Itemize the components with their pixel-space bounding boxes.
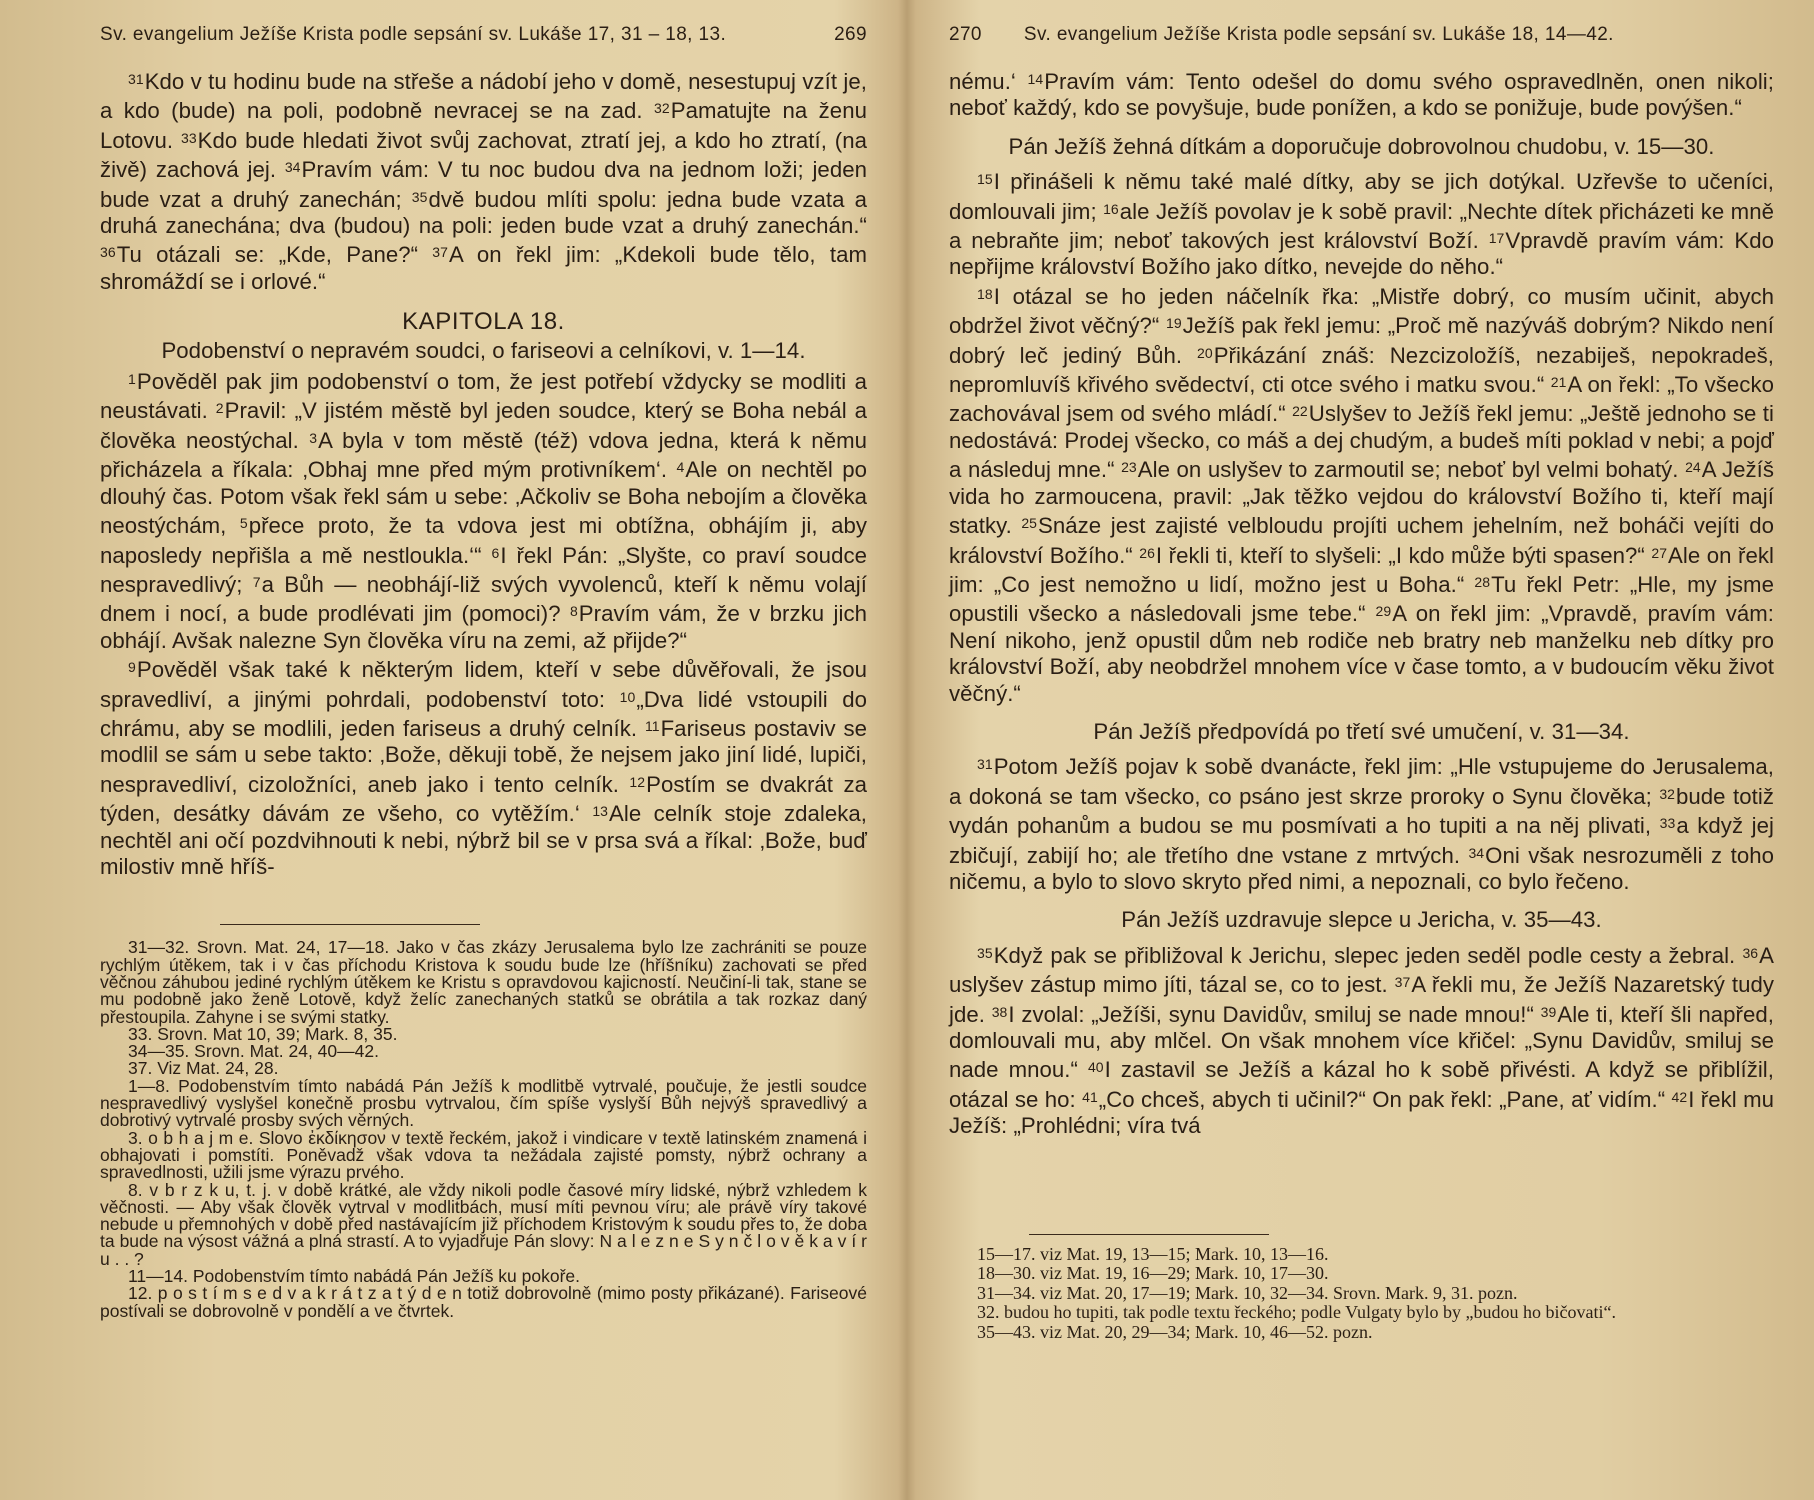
footnotes: [100, 939, 867, 1320]
footnote: 32. budou ho tupiti, tak podle textu řeckého; podle Vulgaty bylo by „budou ho bičovati“.: [977, 1302, 1616, 1323]
footnote: 31—32. Srovn. Mat. 24, 17—18. Jako v čas zkázy Jerusalema bylo lze zachrániti se pouze rychlým útěkem, tak i v čas příchodu Kristova k soudu bude lze (hříšníku) zachovati se před věčnou záhubou jediné rychlým útěkem ke Kristu s opravdovou kajicností. Neučiní-li tak, stane se mu podobně jako ženě Lotově, když želíc zanechaných statků se obrátila a tak rozkaz daný přestoupila. Zahyne i se svými statky.: [100, 937, 867, 1027]
running-title: Sv. evangelium Ježíše Krista podle sepsání sv. Lukáše 17, 31 – 18, 13.: [100, 24, 727, 45]
footnotes: [949, 1245, 1774, 1343]
verse-number: 1: [128, 371, 136, 388]
verse-paragraph: [949, 166, 1774, 281]
footnote: 34—35. Srovn. Mat. 24, 40—42.: [128, 1041, 379, 1062]
verse-number: 8: [569, 603, 578, 620]
verse-text: Tu otázali se: „Kde, Pane?“: [116, 242, 433, 268]
verses-17: [100, 66, 867, 295]
verse-paragraph: [949, 940, 1774, 1140]
verse-number: 22: [1292, 403, 1308, 420]
verse-number: 16: [1103, 200, 1119, 217]
verse-number: 13: [592, 803, 608, 820]
verse-number: 28: [1474, 573, 1491, 590]
section-heading: Pán Ježíš uzdravuje slepce u Jericha, v. 35—43.: [1121, 907, 1602, 933]
verse-text: a když jej zbičují, zabijí ho; ale třetího dne vstane z mrtvých.: [949, 813, 1774, 868]
footnote: 35—43. viz Mat. 20, 29—34; Mark. 10, 46—52. pozn.: [977, 1322, 1373, 1342]
page-number: 270: [949, 24, 982, 45]
verse-number: 24: [1685, 459, 1701, 476]
verse-text: I řekl mu Ježíš: „Prohlédni; víra tvá: [949, 1086, 1774, 1139]
verse-text: Tu řekl Petr: „Hle, my jsme opustili všecko a následovali jsme tebe.“: [949, 571, 1774, 627]
verse-number: 40: [1087, 1059, 1104, 1076]
verse-paragraph: [949, 281, 1774, 707]
section-heading: Pán Ježíš předpovídá po třetí své umučení, v. 31—34.: [1093, 718, 1630, 744]
verse-number: 32: [654, 100, 670, 117]
verse-number: 37: [432, 244, 448, 261]
section-heading: Pán Ježíš žehná dítkám a doporučuje dobrovolnou chudobu, v. 15—30.: [1008, 133, 1715, 159]
verse-text: a Bůh — neobhájí-liž svých vyvolenců, kteří k němu volají dnem i nocí, a bude prodlévati jim (pomoci)?: [100, 571, 867, 627]
footnote: 1—8. Podobenstvím tímto nabádá Pán Ježíš k modlitbě vytrvalé, poučuje, že jestli soudce nespravedlivý vyslyšel konečně prosbu vytrvalou, čím spíše vyslyší Bůh nejvýš spravedlivý a dobrotivý vytrvalé prosby svých věrných.: [100, 1075, 867, 1131]
verse-number: 41: [1082, 1088, 1098, 1105]
footnote: 12. p o s t í m s e d v a k r á t z a t ý d e n totiž dobrovolně (mimo posty přikázané). Fariseové postívali se dobrovolně v pondělí a ve čtvrtek.: [100, 1283, 867, 1321]
verse-number: 6: [491, 544, 500, 561]
verse-number: 25: [1021, 515, 1038, 532]
body-text: [949, 66, 1774, 1140]
footnote: 3. o b h a j m e. Slovo ἐκδίκησον v textě řeckém, jakož i vindicare v textě latinském znamená i obhajovati i pomstíti. Poněvadž však vdova ta nežádala zajisté pomsty, nýbrž ochrany a spravedlnosti, užili jsme výrazu prvého.: [100, 1127, 867, 1183]
footnote: 11—14. Podobenstvím tímto nabádá Pán Ježíš ku pokoře.: [128, 1266, 581, 1287]
verse-number: 33: [1659, 815, 1676, 832]
verse-text: nému.‘: [949, 69, 1028, 94]
running-header: [100, 24, 867, 46]
verse-text: Vpravdě pravím vám: Kdo nepřijme království Božího jako dítko, nevejde do něho.“: [949, 228, 1774, 280]
verse-text: Pravil: „V jistém městě byl jeden soudce, který se Boha nebál a člověka neostýchal.: [100, 398, 868, 453]
verse-text: Pověděl však také k některým lidem, kteří v sebe důvěřovali, že jsou spravedliví, a jinými pohrdali, podobenství toto:: [100, 657, 867, 712]
verse-number: 9: [128, 659, 136, 676]
verse-text: přece proto, že ta vdova jest mi obtížna, obhájím ji, aby naposledy nepřišla a mě nestloukla.‘“: [100, 513, 867, 568]
verse-number: 15: [977, 171, 993, 188]
verse-text: Pravím vám: Tento odešel do domu svého ospravedlněn, onen nikoli; neboť každý, kdo se povyšuje, bude ponížen, a kdo se ponižuje, bude povýšen.“: [949, 69, 1774, 121]
verse-number: 19: [1166, 315, 1182, 332]
verse-text: ale Ježíš povolav je k sobě pravil: „Nechte dítek přicházeti ke mně a nebraňte jim; neboť takových jest království Boží.: [949, 198, 1774, 254]
footnote-rule: [1029, 1234, 1269, 1235]
verse-number: 34: [1468, 844, 1485, 861]
footnote: 15—17. viz Mat. 19, 13—15; Mark. 10, 13—16.: [977, 1243, 1329, 1264]
verse-text: Kdo bude hledati život svůj zachovat, ztratí jej, a kdo ho ztratí, (na živě) zachová jej.: [100, 127, 867, 183]
verse-text: Oni však nesrozuměli z toho ničemu, a bylo to slovo skryto před nimi, a nepoznali, co bylo řečeno.: [949, 842, 1774, 894]
verse-text: Ale celník stoje zdaleka, nechtěl ani očí pozdvihnouti k nebi, nýbrž bil se v prsa svá a říkal: ‚Bože, buď milostiv mně hříš-: [100, 801, 867, 879]
verse-text: Potom Ježíš pojav k sobě dvanácte, řekl jim: „Hle vstupujeme do Jerusalema, a dokoná se tam všecko, co psáno jest skrze proroky o Synu člověka;: [949, 754, 1774, 809]
verse-text: I přinášeli k němu také malé dítky, aby se jich dotýkal. Uzřevše to učeníci, domlouvali jim;: [949, 169, 1774, 224]
verse-number: 31: [128, 71, 144, 87]
page-number: 269: [834, 24, 867, 45]
verses-18: [100, 366, 867, 880]
right-page: [907, 0, 1814, 1500]
verse-number: 23: [1121, 459, 1137, 476]
verse-number: 3: [309, 429, 318, 446]
verse-number: 17: [1488, 230, 1505, 247]
verse-text: Ale ti, kteří šli napřed, domlouvali mu, aby mlčel. On však mnohem více křičel: „Synu Davidův, smiluj se nade mnou.“: [949, 1001, 1774, 1083]
chapter-heading: KAPITOLA 18.: [402, 308, 565, 336]
verse-paragraph: [949, 66, 1774, 122]
verse-text: A byla v tom městě (též) vdova jedna, která k němu přicházela a říkala: ‚Obhaj mne před mým protivníkem‘.: [100, 427, 868, 483]
verse-text: Pověděl pak jim podobenství o tom, že jest potřebí vždycky se modliti a neustávati.: [100, 369, 867, 424]
running-title: Sv. evangelium Ježíše Krista podle sepsání sv. Lukáše 18, 14—42.: [1023, 24, 1614, 45]
footnote: 31—34. viz Mat. 20, 17—19; Mark. 10, 32—34. Srovn. Mark. 9, 31. pozn.: [977, 1282, 1518, 1303]
verses-14: [949, 66, 1774, 122]
footnote: 8. v b r z k u, t. j. v době krátké, ale vždy nikoli podle časové míry lidské, nýbrž vzhledem k věčnosti. — Aby však člověk vytrval v modlitbách, musí míti pevnou víru; ale právě víry takové nebude u přemnohých v době před nastávajícím již příchodem Kristovým k soudu přes to, že doba ta bude na výsost vážná a plná strastí. A to vyjadřuje Pán slovy: N a l e z n e S y n č l o v ě k a v í r u . . ?: [100, 1179, 867, 1269]
verse-text: Ale on uslyšev to zarmoutil se; neboť byl velmi bohatý.: [1137, 457, 1686, 483]
verse-number: 11: [644, 717, 660, 734]
footnote: 33. Srovn. Mat 10, 39; Mark. 8, 35.: [128, 1023, 398, 1044]
verses-15-30: [949, 166, 1774, 707]
verse-number: 31: [977, 756, 993, 773]
verse-number: 7: [252, 573, 261, 590]
verse-paragraph: [100, 654, 867, 880]
verse-number: 12: [629, 773, 646, 790]
verse-text: I řekli ti, kteří to slyšeli: „I kdo může býti spasen?“: [1155, 542, 1652, 568]
verse-number: 14: [1027, 71, 1044, 87]
verses-31-34: [949, 751, 1774, 895]
verse-text: A on řekl: „To všecko zachovával jsem od svého mládí.“: [949, 372, 1774, 427]
verse-number: 36: [1742, 944, 1759, 961]
verse-number: 36: [100, 244, 116, 261]
verse-paragraph: [949, 751, 1774, 895]
verse-number: 20: [1197, 344, 1213, 361]
verse-text: Když pak se přibližoval k Jerichu, slepec jeden seděl podle cesty a žebral.: [993, 942, 1743, 968]
verse-text: bude totiž vydán pohanům a budou se mu posmívati a ho tupiti a na něj plivati,: [949, 783, 1774, 839]
verse-text: Uslyšev to Ježíš řekl jemu: „Ještě jednoho se ti nedostává: Prodej všecko, co máš a dej chudým, a budeš míti poklad v nebi; a pojď a následuj mne.“: [949, 401, 1775, 483]
verse-number: 18: [977, 285, 993, 302]
verse-text: „Co chceš, abych ti učinil?“ On pak řekl: „Pane, ať vidím.“: [1098, 1086, 1672, 1112]
verse-number: 4: [676, 459, 685, 476]
verse-text: Postím se dvakrát za týden, desátky dávám ze všeho, co vytěžím.‘: [100, 771, 867, 827]
verse-text: A on řekl jim: „Vpravdě, pravím vám: Není nikoho, jenž opustil dům neb rodiče neb bratry neb manželku neb dítky pro království Boží, aby neobdržel mnohem více v čase tomto, a v budoucím věku život věčný.“: [949, 601, 1774, 706]
verse-number: 38: [991, 1003, 1008, 1020]
verse-text: I zvolal: „Ježíši, synu Davidův, smiluj se nade mnou!“: [1008, 1001, 1541, 1027]
verses-35-42: [949, 940, 1774, 1140]
verse-text: I zastavil se Ježíš a kázal ho k sobě přivésti. A když se přiblížil, otázal se ho:: [949, 1057, 1775, 1112]
verse-text: Ježíš pak řekl jemu: „Proč mě nazýváš dobrým? Nikdo není dobrý leč jediný Bůh.: [949, 313, 1774, 368]
verse-text: Kdo v tu hodinu bude na střeše a nádobí jeho v domě, nesestupuj vzít je, a kdo (bude) na poli, podobně nevracej se na zad.: [100, 69, 867, 124]
verse-text: Pravím vám, že v brzku jich obhájí. Avšak nalezne Syn člověka víru na zemi, až přijde?“: [100, 601, 867, 653]
verse-number: 32: [1659, 785, 1676, 802]
verse-text: A řekli mu, že Ježíš Nazaretský tudy jde.: [949, 972, 1774, 1027]
verse-text: I otázal se ho jeden náčelník řka: „Mistře dobrý, co musím učinit, abych obdržel život věčný?“: [949, 283, 1774, 339]
verse-number: 33: [180, 129, 197, 146]
verse-text: A Ježíš vida ho zarmoucena, pravil: „Jak těžko vejdou do království Božího ti, kteří mají statky.: [949, 457, 1774, 539]
verse-number: 29: [1375, 603, 1392, 620]
verse-text: Pravím vám: V tu noc budou dva na jednom loži; jeden bude vzat a druhý zanechán;: [100, 157, 867, 212]
verse-number: 35: [977, 944, 993, 961]
footnote-rule: [220, 924, 480, 925]
footnote: 37. Viz Mat. 24, 28.: [128, 1058, 279, 1079]
footnote: 18—30. viz Mat. 19, 16—29; Mark. 10, 17—30.: [977, 1263, 1329, 1284]
verse-text: Přikázání znáš: Nezcizoložíš, nezabiješ, nepokradeš, nepromluvíš křivého svědectví, cti otce svého i matku svou.“: [949, 342, 1774, 398]
verse-number: 34: [284, 159, 301, 176]
verse-number: 21: [1550, 374, 1567, 391]
verse-number: 2: [215, 400, 224, 417]
verse-text: „Dva lidé vstoupili do chrámu, aby se modlili, jeden fariseus a druhý celník.: [100, 686, 867, 741]
verse-number: 35: [411, 188, 428, 205]
verse-text: Snáze jest zajisté velbloudu projíti uchem jehelním, než boháči vejíti do království Božího.“: [949, 513, 1775, 568]
verse-text: A on řekl jim: „Kdekoli bude tělo, tam shromáždí se i orlové.“: [100, 242, 867, 294]
verse-number: 37: [1394, 974, 1411, 991]
verse-number: 27: [1651, 544, 1668, 561]
verse-text: Pamatujte na ženu Lotovu.: [100, 98, 867, 153]
verse-text: A uslyšev zástup mimo jíti, tázal se, co to jest.: [949, 942, 1774, 998]
verse-number: 10: [619, 688, 636, 705]
verse-text: dvě budou mlíti spolu: jedna bude vzata a druhá zanechána; dva (budou) na poli: jeden bude vzat a druhý zanechán.“: [100, 186, 867, 239]
verse-text: Ale on nechtěl po dlouhý čas. Potom však řekl sám u sebe: ‚Ačkoliv se Boha nebojím a člověka neostýchám,: [100, 457, 867, 539]
verse-text: I řekl Pán: „Slyšte, co praví soudce nespravedlivý;: [100, 542, 867, 597]
verse-text: Ale on řekl jim: „Co jest nemožno u lidí, možno jest u Boha.“: [949, 542, 1774, 597]
verse-number: 26: [1139, 544, 1155, 561]
running-header: [949, 24, 1774, 46]
verse-paragraph: [100, 366, 867, 654]
body-text: [100, 66, 867, 880]
verse-number: 39: [1540, 1003, 1557, 1020]
verse-number: 5: [239, 515, 248, 532]
verse-paragraph: [100, 66, 867, 295]
section-heading: Podobenství o nepravém soudci, o fariseovi a celníkovi, v. 1—14.: [161, 337, 806, 363]
verse-text: Fariseus postaviv se modlil se sám u sebe takto: ‚Bože, děkuji tobě, že nejsem jako jiní lidé, lupiči, nespravedliví, cizoložníci, aneb jako i tento celník.: [100, 715, 868, 797]
verse-number: 42: [1671, 1088, 1688, 1105]
